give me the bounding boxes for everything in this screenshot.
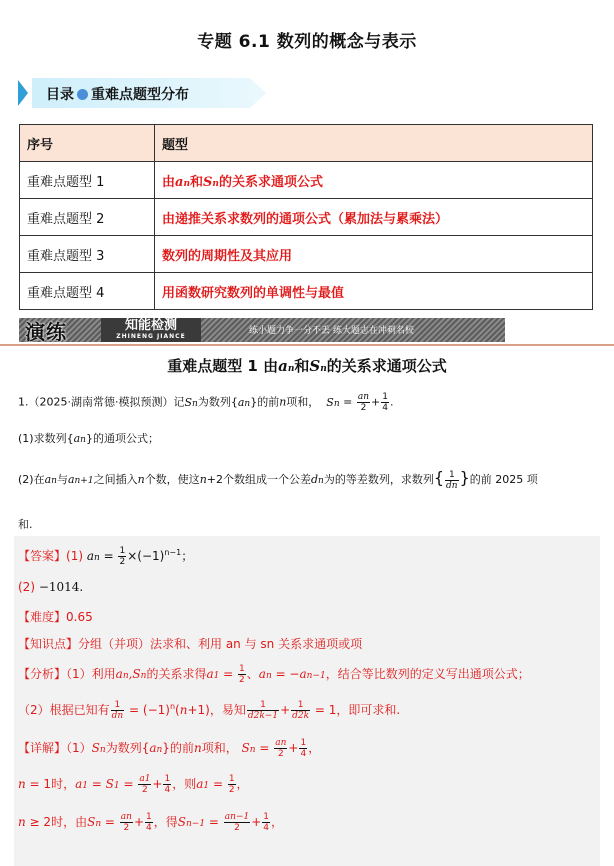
detail-line-1: 【详解】（1）Sn为数列{an}的前n项和， Sn = $\frac{an}{2}$ + $\frac{1}{4}$ ， — [18, 738, 321, 759]
table-row — [20, 273, 593, 310]
analysis-text: （1）利用 — [66, 667, 116, 681]
difficulty-label: 【难度】 — [18, 610, 67, 624]
type-text: 和 — [190, 174, 204, 190]
page-title: 专题 6.1 数列的概念与表示 — [197, 32, 417, 52]
heading-text: 和 — [294, 357, 310, 375]
q-text: 个数组成一个公差 — [223, 473, 311, 486]
q-text: 之间插入 — [93, 473, 138, 486]
q-text: (1)求数列 — [18, 432, 67, 445]
answer-part: (1) — [66, 549, 84, 563]
dot-icon — [77, 89, 88, 100]
table-cell-id: 重难点题型 2 — [20, 199, 155, 236]
detail-text: （1） — [66, 741, 92, 755]
table-cell-id: 重难点题型 3 — [20, 236, 155, 273]
practice-tag — [101, 318, 201, 342]
type-text: 的关系求通项公式 — [218, 174, 323, 190]
q-text: 个数，使这 — [144, 473, 200, 486]
type-text: 由 — [162, 174, 176, 190]
table-cell-type: 由递推关系求数列的通项公式（累加法与累乘法） — [155, 199, 593, 236]
detail-line-3: n ≥ 2时，由Sn = $\frac{an}{2}$ + $\frac{1}{4}$ ，得Sn−1 = $\frac{an-1}{2}$ + $\frac{1}{4}$ ， — [18, 812, 284, 833]
arrow-icon — [18, 80, 28, 106]
question-stem: 1.（2025·湖南常德·模拟预测）记Sn为数列{an}的前n项和， Sn = $\frac{an}{2}$ + $\frac{1}{4}$ . — [18, 392, 394, 413]
difficulty-value: 0.65 — [66, 610, 93, 624]
detail-text: 的前 — [169, 741, 194, 755]
analysis-text: 的关系求得 — [146, 667, 207, 681]
table-header-type: 题型 — [155, 125, 593, 162]
analysis-line-1: 【分析】（1）利用an,Sn的关系求得a1 = $\frac{1}{2}$ 、an = −an−1，结合等比数列的定义写出通项公式； — [18, 664, 530, 685]
detail-text: 为数列 — [105, 741, 142, 755]
math-a: a — [175, 174, 184, 190]
table-cell-type: 用函数研究数列的单调性与最值 — [155, 273, 593, 310]
q-text: 1.（2025·湖南常德·模拟预测）记 — [18, 395, 185, 409]
toc-label: 目录 — [46, 87, 74, 103]
q-text: 项和， — [286, 395, 320, 409]
q-text: 的前 2025 项 — [469, 473, 538, 486]
question-type-table — [19, 124, 593, 310]
table-cell-type: 由an和Sn的关系求通项公式 — [155, 162, 593, 199]
answer-line-2: (2) −1014. — [18, 580, 84, 594]
analysis-text: ，即可求和. — [336, 703, 401, 717]
knowledge-label: 【知识点】 — [18, 637, 79, 651]
question-part-1: (1)求数列{an}的通项公式； — [18, 432, 159, 445]
table-row — [20, 236, 593, 273]
difficulty-line — [18, 608, 93, 625]
table-cell-id: 重难点题型 4 — [20, 273, 155, 310]
heading-text: 的关系求通项公式 — [326, 357, 447, 375]
section-heading: 重难点题型 1 由an和Sn的关系求通项公式 — [167, 357, 447, 375]
practice-tag-text: 知能检测 — [124, 318, 177, 333]
knowledge-value: 分组（并项）法求和、利用 an 与 sn 关系求通项或项 — [78, 637, 363, 651]
q-text: 的通项公式； — [92, 432, 159, 445]
answer-part: (2) — [18, 580, 35, 594]
divider — [0, 344, 614, 346]
analysis-text: ，结合等比数列的定义写出通项公式； — [325, 667, 530, 681]
q-text: 为数列 — [197, 395, 231, 409]
detail-text: ，则 — [172, 777, 197, 791]
toc-banner — [18, 78, 266, 108]
analysis-line-2: （2）根据已知有 $\frac{1}{dn}$ = $(-1)^n(n+1)$，易知 $\frac{1}{d2k-1}$ + $\frac{1}{d2k}$ = 1，即可求和. — [18, 700, 401, 721]
detail-text: 时，由 — [51, 815, 88, 829]
detail-text: ，得 — [153, 815, 178, 829]
toc-label-b: 重难点题型分布 — [91, 87, 189, 103]
knowledge-line — [18, 635, 362, 652]
answer-line-1: 【答案】(1) an = $\frac{1}{2}$ $\times(-1)^{n-1}$； — [18, 546, 194, 567]
detail-text: 时， — [51, 777, 76, 791]
table-cell-type: 数列的周期性及其应用 — [155, 236, 593, 273]
math-s: S — [203, 174, 213, 190]
analysis-text: ，易知 — [209, 703, 246, 717]
table-row — [20, 162, 593, 199]
table-header-row — [20, 125, 593, 162]
table-header-id: 序号 — [20, 125, 155, 162]
analysis-text: （2）根据已知有 — [18, 703, 110, 717]
q-text: 的前 — [257, 395, 280, 409]
table-row — [20, 199, 593, 236]
q-text: 与 — [56, 473, 68, 486]
q-text: 为的等差数列，求数列 — [323, 473, 434, 486]
analysis-label: 【分析】 — [18, 667, 67, 681]
practice-title: 演练 — [25, 320, 67, 344]
table-cell-id: 重难点题型 1 — [20, 162, 155, 199]
detail-label: 【详解】 — [18, 741, 67, 755]
answer-label: 【答案】 — [18, 549, 67, 563]
q-text: (2)在 — [18, 473, 45, 486]
question-part-2-end: 和. — [18, 518, 33, 531]
question-part-2: (2)在an与an+1之间插入n个数，使这n+2个数组成一个公差dn为的等差数列，求数列{ $\frac{1}{dn}$ }的前 2025 项 — [18, 468, 538, 491]
practice-tag-pinyin: ZHINENG JIANCE — [116, 333, 186, 340]
detail-text: 项和， — [201, 741, 238, 755]
answer-value: −1014 — [38, 580, 80, 594]
detail-line-2: n = 1时，a1 = S1 = $\frac{a1}{2}$ + $\frac{1}{4}$ ，则a1 = $\frac{1}{2}$ ， — [18, 774, 249, 795]
heading-text: 重难点题型 1 由 — [167, 357, 279, 375]
practice-slogan: 练小题力争一分不丢 练大题志在冲刺名校 — [249, 326, 414, 336]
practice-banner — [19, 318, 505, 342]
